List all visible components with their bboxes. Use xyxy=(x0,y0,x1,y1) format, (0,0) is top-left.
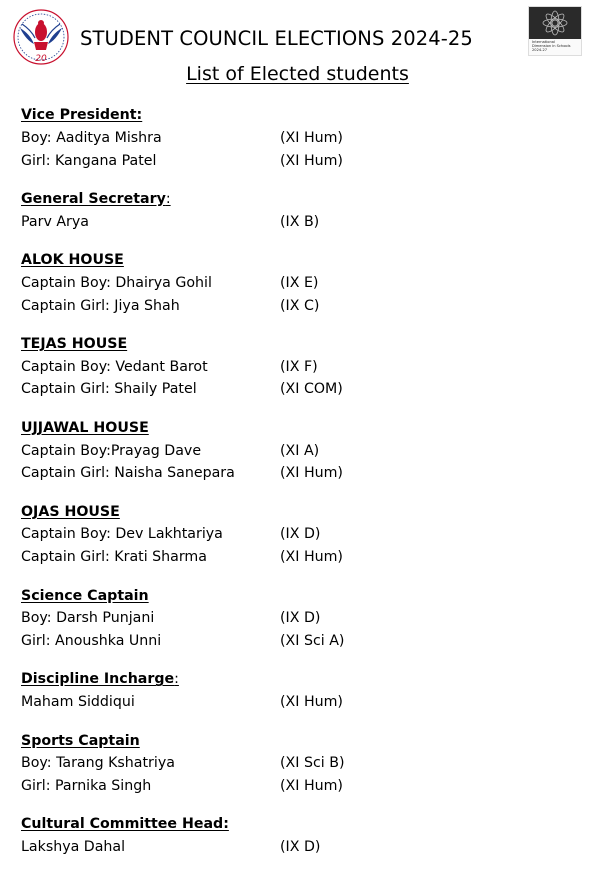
list-item xyxy=(21,462,581,485)
student-class: (XI Hum) xyxy=(280,129,343,146)
list-item xyxy=(21,272,581,295)
list-item xyxy=(21,775,581,798)
student-class: (XI Hum) xyxy=(280,694,343,711)
student-name: Captain Girl: Krati Sharma xyxy=(21,549,207,566)
student-name: Captain Girl: Shaily Patel xyxy=(21,381,197,398)
section-sports-captain xyxy=(21,730,581,798)
student-name: Maham Siddiqui xyxy=(21,694,135,711)
student-class: (IX D) xyxy=(280,526,321,543)
section-title: Sports Captain xyxy=(21,732,140,749)
student-name: Captain Boy: Vedant Barot xyxy=(21,358,208,375)
document-header xyxy=(0,0,595,100)
student-name: Boy: Tarang Kshatriya xyxy=(21,755,175,772)
section-vice-president xyxy=(21,104,581,172)
student-class: (XI Hum) xyxy=(280,778,343,795)
student-name: Girl: Parnika Singh xyxy=(21,778,152,795)
section-ojas-house xyxy=(21,501,581,569)
student-class: (XI A) xyxy=(280,442,320,459)
list-item xyxy=(21,295,581,318)
ids-logo xyxy=(528,6,582,56)
student-class: (XI Sci A) xyxy=(280,633,345,650)
student-name: Parv Arya xyxy=(21,213,89,230)
student-name: Boy: Aaditya Mishra xyxy=(21,129,162,146)
flower-emblem-icon xyxy=(529,7,581,39)
list-item xyxy=(21,607,581,630)
section-general-secretary xyxy=(21,188,581,234)
section-title: Vice President: xyxy=(21,107,143,123)
page-title: STUDENT COUNCIL ELECTIONS 2024-25 xyxy=(80,27,473,50)
section-title: General Secretary xyxy=(21,190,166,207)
section-title: TEJAS HOUSE xyxy=(21,335,128,352)
list-item xyxy=(21,378,581,401)
student-class: (IX C) xyxy=(280,297,320,314)
student-name: Girl: Kangana Patel xyxy=(21,152,157,169)
list-item xyxy=(21,356,581,379)
list-item xyxy=(21,752,581,775)
section-alok-house xyxy=(21,249,581,317)
elected-list xyxy=(21,104,581,875)
section-science-captain xyxy=(21,585,581,653)
school-logo-icon xyxy=(12,8,70,66)
ids-logo-text: International Dimension in Schools 2024-27 xyxy=(532,40,571,52)
list-item xyxy=(21,211,581,234)
student-name: Boy: Darsh Punjani xyxy=(21,610,155,627)
student-name: Captain Boy:Prayag Dave xyxy=(21,442,202,459)
list-item xyxy=(21,691,581,714)
student-class: (XI Sci B) xyxy=(280,755,345,772)
student-class: (XI Hum) xyxy=(280,465,343,482)
section-title-colon: : xyxy=(165,190,171,207)
student-class: (IX E) xyxy=(280,274,319,291)
section-title: OJAS HOUSE xyxy=(21,503,120,520)
student-name: Captain Boy: Dhairya Gohil xyxy=(21,274,212,291)
section-title: Cultural Committee Head: xyxy=(21,816,229,833)
student-name: Girl: Anoushka Unni xyxy=(21,633,162,650)
student-class: (IX D) xyxy=(280,839,321,856)
section-title: Discipline Incharge xyxy=(21,671,175,688)
section-cultural-committee-head xyxy=(21,813,581,859)
section-title-wrap xyxy=(21,668,581,691)
page-subtitle: List of Elected students xyxy=(186,63,409,85)
student-class: (XI Hum) xyxy=(280,152,343,169)
list-item xyxy=(21,440,581,463)
student-class: (IX D) xyxy=(280,610,321,627)
list-item xyxy=(21,523,581,546)
student-name: Captain Boy: Dev Lakhtariya xyxy=(21,526,223,543)
section-title: Science Captain xyxy=(21,587,149,604)
student-class: (XI COM) xyxy=(280,381,343,398)
student-class: (IX F) xyxy=(280,358,318,375)
list-item xyxy=(21,546,581,569)
student-class: (XI Hum) xyxy=(280,549,343,566)
student-class: (IX B) xyxy=(280,213,320,230)
list-item xyxy=(21,127,581,150)
list-item xyxy=(21,630,581,653)
section-title-colon: : xyxy=(174,671,179,688)
logo-number: 20 xyxy=(35,54,47,64)
section-tejas-house xyxy=(21,333,581,401)
section-discipline-incharge xyxy=(21,668,581,714)
section-title: UJJAWAL HOUSE xyxy=(21,419,149,436)
student-name: Captain Girl: Jiya Shah xyxy=(21,297,180,314)
section-ujjawal-house xyxy=(21,417,581,485)
section-title: ALOK HOUSE xyxy=(21,251,124,268)
list-item xyxy=(21,150,581,173)
section-title-wrap xyxy=(21,188,581,211)
student-name: Lakshya Dahal xyxy=(21,839,126,856)
student-name: Captain Girl: Naisha Sanepara xyxy=(21,465,235,482)
